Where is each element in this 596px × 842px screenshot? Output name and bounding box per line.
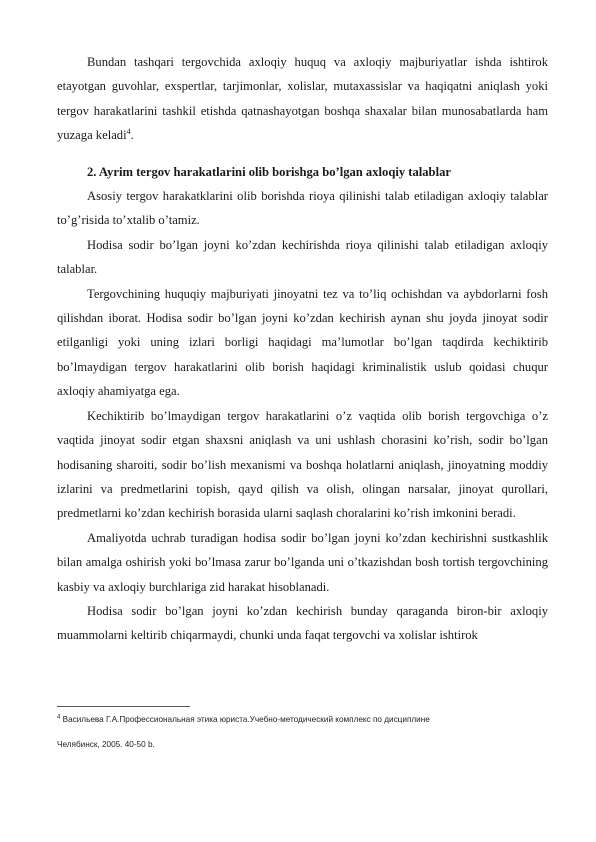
footnote-line-1 [57,714,548,726]
footnote-text: Васильева Г.А.Профессиональная этика юриста.Учебно-методический комплекс по дисциплине [60,715,430,724]
footnote-line-2: Челябинск, 2005. 40-50 b. [57,740,155,749]
paragraph-3: Hodisa sodir bo’lgan joyni ko’zdan kechirishda rioya qilinishi talab etiladigan axloqiy talablar. [57,237,548,277]
section-heading: 2. Ayrim tergov harakatlarini olib borishga bo’lgan axloqiy talablar [87,164,451,179]
paragraph-5: Kechiktirib bo’lmaydigan tergov harakatlarini o’z vaqtida olib borish tergovchiga o’z vaqtida jinoyat sodir etgan shaxsni aniqlash va uni ushlash chorasini ko’rish, sodir bo’lgan hodisaning sharoiti, sodir bo’lish mexanismi va boshqa holatlarni aniqlash, jinoyatning moddiy izlarini va predmetlarini topish, qayd qilish va olish, olingan narsalar, jinoyat qurollari, predmetlarni ko’zdan kechirish borasida ularni saqlash choralarini ko’rish imkonini beradi. [57,408,548,521]
paragraph-1-text: Bundan tashqari tergovchida axloqiy huquq va axloqiy majburiyatlar ishda ishtirok etayotgan guvohlar, exspertlar, tarjimonlar, xolislar, mutaxassislar va haqiqatni aniqlash yoki tergov harakatlarini tashkil etishda qatnashayotgan boshqa shaxalar bilan munosabatlarda ham yuzaga keladi [57,55,548,143]
paragraph-1 [57,50,548,148]
body-text [57,50,548,648]
paragraph-7: Hodisa sodir bo’lgan joyni ko’zdan kechirish bunday qaraganda biron-bir axloqiy muammolarni keltirib chiqarmaydi, chunki unda faqat tergovchi va xolislar ishtirok [57,603,548,643]
paragraph-1-end: . [130,128,134,143]
footnote-reference[interactable]: 4 [126,127,131,137]
footnote-number: 4 [57,714,61,721]
paragraph-2: Asosiy tergov harakatklarini olib borishda rioya qilinishi talab etiladigan axloqiy talablar to’g’risida to’xtalib o’tamiz. [57,189,548,228]
footnote-separator [57,706,190,707]
paragraph-4: Tergovchining huquqiy majburiyati jinoyatni tez va to’liq ochishdan va aybdorlarni fosh qilishdan iborat. Hodisa sodir bo’lgan joyni ko’zdan kechirish aynan shu joyda jinoyat sodir etilganligi yoki uning izlari borligi haqidagi ma’lumotlar bo’lgan taqdirda kechiktirib bo’lmaydigan tergov harakatlarini olib borish haqidagi kriminalistik uslub qoidasi chuqur axloqiy ahamiyatga ega. [57,286,548,399]
paragraph-6: Amaliyotda uchrab turadigan hodisa sodir bo’lgan joyni ko’zdan kechirishni sustkashlik bilan amalga oshirish yoki bo’lmasa zarur bo’lganda uni o’tkazishdan bosh tortish tergovchining kasbiy va axloqiy burchlariga zid harakat hisoblanadi. [57,530,548,594]
footnote [57,714,548,751]
